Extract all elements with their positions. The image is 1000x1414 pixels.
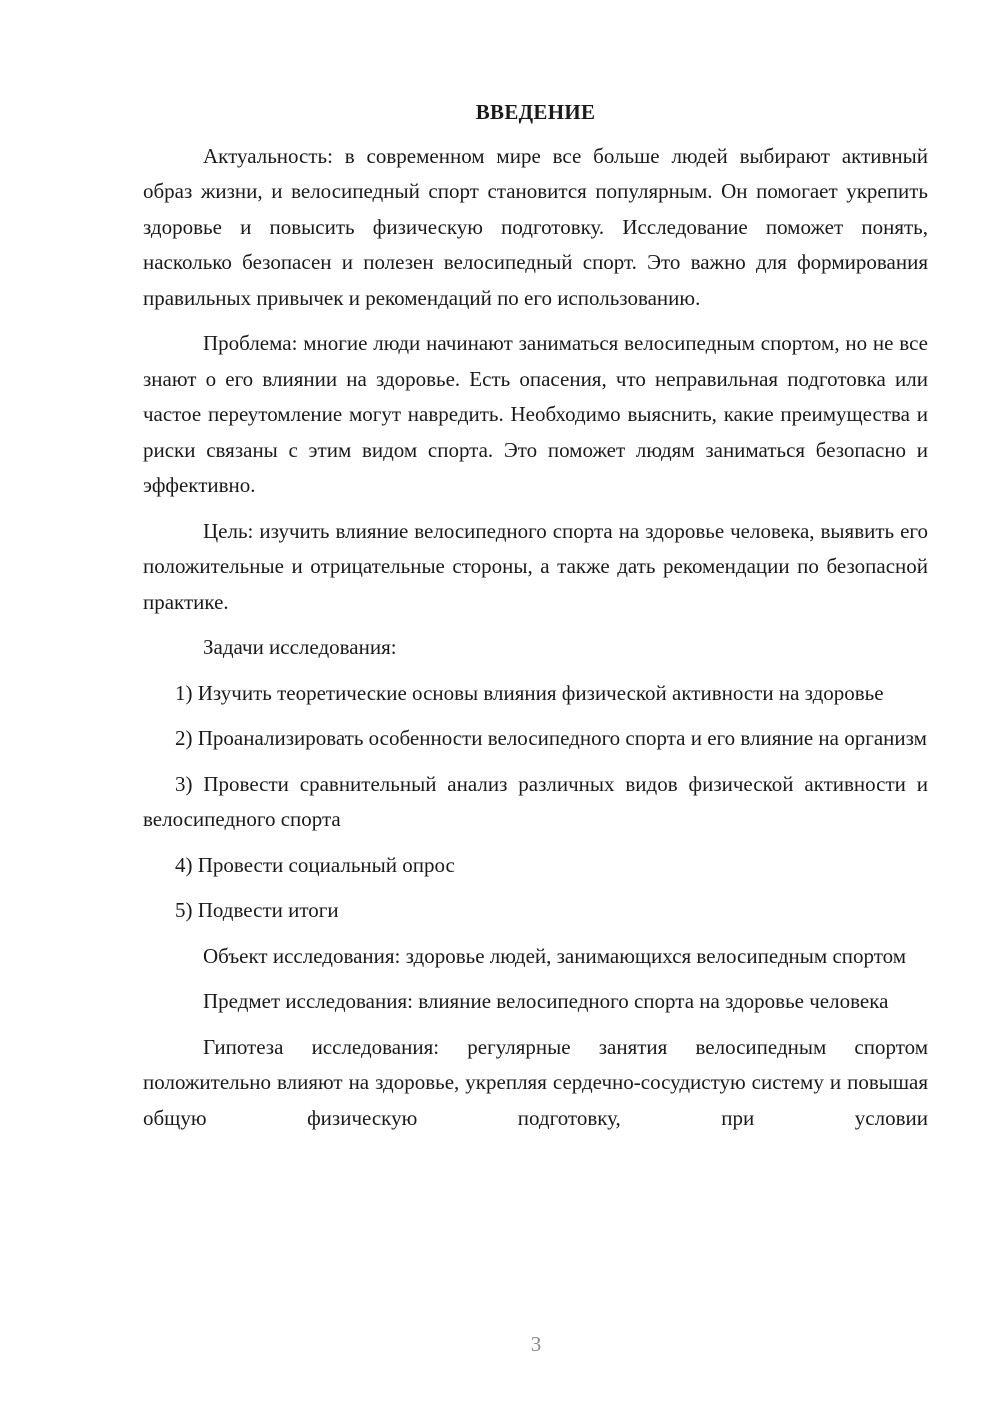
problem-paragraph: Проблема: многие люди начинают заниматься велосипедным спортом, но не все знают о его влиянии на здоровье. Есть опасения, что неправильная подготовка или частое переутомление могут навредить. Необходимо выяснить, какие преимущества и риски связаны с этим видом спорта. Это поможет людям заниматься безопасно и эффективно. — [143, 331, 928, 497]
task-item-4: 4) Провести социальный опрос — [175, 852, 455, 877]
task-item-3: 3) Провести сравнительный анализ различных видов физической активности и велосипедного спорта — [143, 771, 928, 831]
task-item-1: 1) Изучить теоретические основы влияния физической активности на здоровье — [175, 680, 884, 705]
page-title: ВВЕДЕНИЕ — [475, 100, 596, 124]
page-number: 3 — [530, 1332, 542, 1356]
hypothesis-paragraph: Гипотеза исследования: регулярные занятия велосипедным спортом положительно влияют на здоровье, укрепляя сердечно-сосудистую систему и повышая общую физическую подготовку, при условии — [143, 1034, 928, 1130]
tasks-heading: Задачи исследования: — [203, 635, 397, 659]
relevance-paragraph: Актуальность: в современном мире все больше людей выбирают активный образ жизни, и велосипедный спорт становится популярным. Он помогает укрепить здоровье и повысить физическую подготовку. Исследование поможет понять, насколько безопасен и полезен велосипедный спорт. Это важно для формирования правильных привычек и рекомендаций по его использованию. — [143, 143, 928, 310]
goal-paragraph: Цель: изучить влияние велосипедного спорта на здоровье человека, выявить его положительные и отрицательные стороны, а также дать рекомендации по безопасной практике. — [143, 518, 928, 614]
subject-paragraph: Предмет исследования: влияние велосипедного спорта на здоровье человека — [203, 989, 889, 1013]
page-body — [143, 95, 928, 1146]
object-paragraph: Объект исследования: здоровье людей, занимающихся велосипедным спортом — [203, 943, 907, 968]
task-item-5: 5) Подвести итоги — [175, 898, 339, 922]
task-item-2: 2) Проанализировать особенности велосипедного спорта и его влияние на организм — [175, 726, 927, 750]
